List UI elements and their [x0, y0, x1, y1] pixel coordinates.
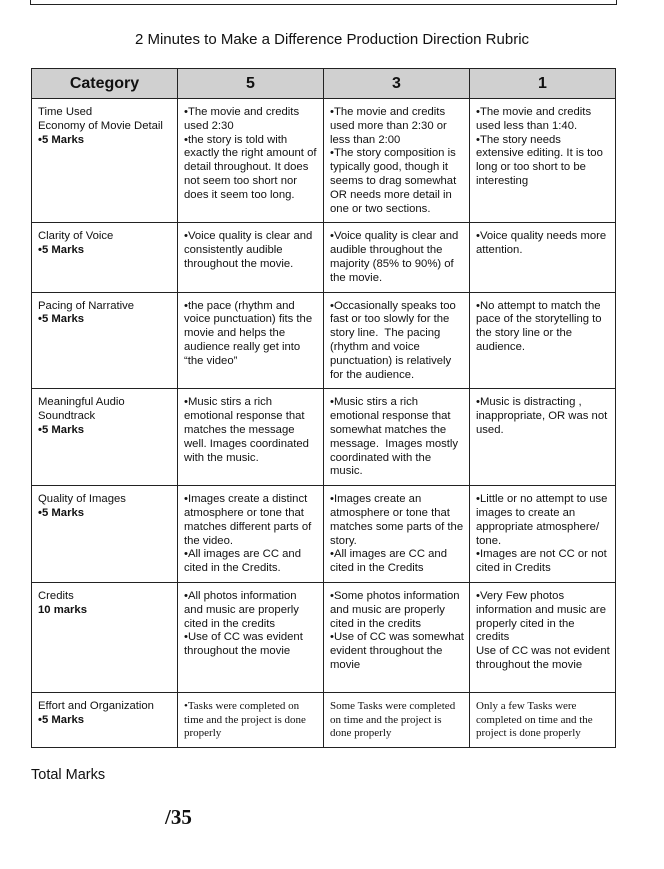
total-marks-label: Total Marks: [31, 767, 106, 783]
category-marks: •5 Marks: [38, 423, 85, 436]
criterion-text: •Voice quality is clear and consistently audible throughout the movie.: [184, 230, 316, 270]
score-3-cell: [324, 582, 470, 692]
score-5-cell: [178, 486, 324, 583]
table-row: [32, 99, 616, 223]
criterion-text: Some Tasks were completed on time and the project is done properly: [330, 699, 458, 740]
header-score-5: 5: [178, 69, 324, 99]
category-label: Credits: [38, 589, 74, 602]
score-3-cell: [324, 486, 470, 583]
criterion-text: •Music is distracting , inappropriate, OR was not used.: [476, 396, 611, 436]
criterion-text: •Use of CC was evident throughout the movie: [184, 631, 306, 658]
category-marks: •5 Marks: [38, 313, 85, 326]
score-1-cell: [470, 692, 616, 747]
criterion-text: •All images are CC and cited in the Credits.: [184, 548, 305, 575]
header-score-1: 1: [470, 69, 616, 99]
criterion-text: •Occasionally speaks too fast or too slowly for the story line. The pacing (rhythm and voice punctuation) is relatively for the audience.: [330, 299, 459, 381]
category-label: Quality of Images: [38, 493, 126, 506]
category-cell: [32, 292, 178, 389]
page-frame: [30, 0, 617, 5]
table-row: [32, 223, 616, 292]
criterion-text: •All images are CC and cited in the Credits: [330, 548, 451, 575]
criterion-text: Use of CC was not evident throughout the movie: [476, 645, 613, 671]
score-3-cell: [324, 99, 470, 223]
criterion-text: •Voice quality needs more attention.: [476, 230, 610, 257]
criterion-text: •The movie and credits used more than 2:30 or less than 2:00: [330, 106, 450, 146]
category-marks: •5 Marks: [38, 133, 85, 146]
criterion-text: •Some photos information and music are properly cited in the credits: [330, 589, 463, 630]
category-label: Economy of Movie Detail: [38, 119, 163, 132]
criterion-text: •All photos information and music are properly cited in the credits: [184, 589, 303, 630]
criterion-text: •Images create a distinct atmosphere or tone that matches different parts of the video.: [184, 493, 315, 547]
category-cell: [32, 692, 178, 747]
score-1-cell: [470, 582, 616, 692]
score-1-cell: [470, 389, 616, 486]
score-5-cell: [178, 292, 324, 389]
rubric-table: [31, 68, 616, 748]
score-5-cell: [178, 582, 324, 692]
criterion-text: •Images are not CC or not cited in Credits: [476, 548, 610, 575]
score-3-cell: [324, 292, 470, 389]
category-label: Pacing of Narrative: [38, 299, 135, 312]
criterion-text: •Music stirs a rich emotional response that somewhat matches the message. Images mostly coordinated with the music.: [330, 396, 462, 478]
score-5-cell: [178, 692, 324, 747]
category-cell: [32, 99, 178, 223]
criterion-text: •Tasks were completed on time and the project is done properly: [184, 699, 309, 740]
score-5-cell: [178, 223, 324, 292]
category-label: Effort and Organization: [38, 699, 154, 712]
criterion-text: •Images create an atmosphere or tone that matches some parts of the story.: [330, 493, 467, 547]
table-row: [32, 292, 616, 389]
category-cell: [32, 486, 178, 583]
score-3-cell: [324, 223, 470, 292]
score-5-cell: [178, 389, 324, 486]
criterion-text: •Little or no attempt to use images to create an appropriate atmosphere/ tone.: [476, 493, 611, 547]
criterion-text: •the pace (rhythm and voice punctuation) fits the movie and helps the audience really get into “the video”: [184, 299, 316, 367]
category-marks: 10 marks: [38, 603, 87, 616]
criterion-text: Only a few Tasks were completed on time and the project is done properly: [476, 699, 596, 740]
category-label: Clarity of Voice: [38, 230, 114, 243]
category-cell: [32, 582, 178, 692]
page-title: 2 Minutes to Make a Difference Production Direction Rubric: [134, 31, 530, 48]
table-row: [32, 486, 616, 583]
category-marks: •5 Marks: [38, 713, 85, 726]
score-1-cell: [470, 292, 616, 389]
score-5-cell: [178, 99, 324, 223]
criterion-text: •The story composition is typically good, though it seems to drag somewhat OR needs more detail in one or two sections.: [330, 147, 460, 215]
criterion-text: •No attempt to match the pace of the storytelling to the story line or the audience.: [476, 299, 605, 353]
score-3-cell: [324, 692, 470, 747]
score-3-cell: [324, 389, 470, 486]
criterion-text: •Music stirs a rich emotional response that matches the message well. Images coordinated with the music.: [184, 396, 313, 464]
category-marks: •5 Marks: [38, 506, 85, 519]
criterion-text: •Very Few photos information and music are properly cited in the credits: [476, 589, 610, 644]
header-row: [32, 69, 616, 99]
criterion-text: •The story needs extensive editing. It is too long or too short to be interesting: [476, 133, 606, 187]
criterion-text: •The movie and credits used less than 1:40.: [476, 106, 595, 132]
criterion-text: •the story is told with exactly the right amount of detail throughout. It does not seem too short nor does it seem too long.: [184, 133, 320, 201]
table-row: [32, 692, 616, 747]
criterion-text: •The movie and credits used 2:30: [184, 106, 303, 132]
category-cell: [32, 223, 178, 292]
header-category: Category: [32, 69, 178, 99]
header-score-3: 3: [324, 69, 470, 99]
score-1-cell: [470, 486, 616, 583]
criterion-text: •Use of CC was somewhat evident throughout the movie: [330, 631, 468, 671]
category-cell: [32, 389, 178, 486]
category-label: Time Used: [38, 106, 93, 118]
table-row: [32, 389, 616, 486]
category-label: Meaningful Audio Soundtrack: [38, 396, 128, 423]
score-1-cell: [470, 223, 616, 292]
table-row: [32, 582, 616, 692]
criterion-text: •Voice quality is clear and audible throughout the majority (85% to 90%) of the movie.: [330, 230, 462, 284]
total-score: /35: [165, 805, 192, 829]
score-1-cell: [470, 99, 616, 223]
category-marks: •5 Marks: [38, 244, 85, 257]
